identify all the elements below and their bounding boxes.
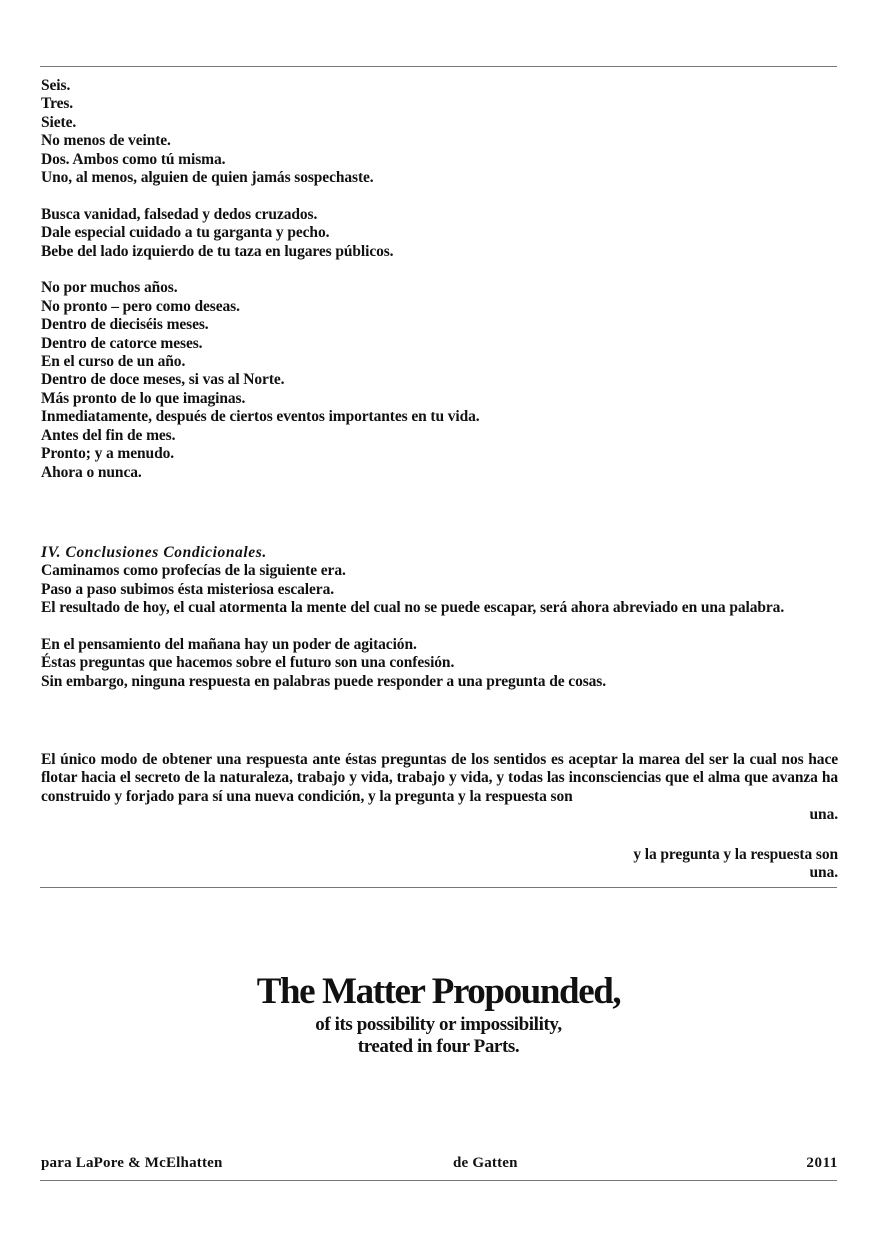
answer-line: Pronto; y a menudo. — [41, 445, 175, 463]
middle-rule — [40, 887, 837, 888]
answer-line: Dos. Ambos como tú misma. — [41, 150, 226, 168]
answers-text — [41, 77, 838, 482]
answer-line: Antes del fin de mes. — [41, 426, 176, 444]
answer-line: Más pronto de lo que imaginas. — [41, 389, 246, 407]
paragraph-gap — [41, 187, 838, 205]
bottom-rule — [40, 1180, 837, 1181]
subtitle-line: treated in four Parts. — [357, 1036, 520, 1057]
body-line: Sin embargo, ninguna respuesta en palabras puede responder a una pregunta de cosas. — [41, 672, 607, 690]
answer-line: Seis. — [41, 77, 71, 94]
subtitle-line: of its possibility or impossibility, — [315, 1014, 562, 1035]
answer-line: Inmediatamente, después de ciertos eventos importantes en tu vida. — [41, 408, 480, 426]
closing-lines — [41, 846, 838, 883]
answer-line: Ahora o nunca. — [41, 463, 142, 481]
body-line: Éstas preguntas que hacemos sobre el futuro son una confesión. — [41, 654, 455, 672]
footer-author: de Gatten — [453, 1155, 518, 1171]
answer-line: No por muchos años. — [41, 279, 178, 297]
answer-line: Dentro de catorce meses. — [41, 334, 203, 352]
answer-line: Siete. — [41, 113, 77, 131]
answer-line: No menos de veinte. — [41, 132, 171, 150]
closing-line: una. — [809, 864, 838, 882]
paragraph-end: una. — [809, 806, 838, 824]
body-paragraph: El resultado de hoy, el cual atormenta la mente del cual no se puede escapar, será ahora abreviado en una palabra. — [41, 599, 785, 617]
answer-line: Uno, al menos, alguien de quien jamás sospechaste. — [41, 169, 374, 187]
paragraph-gap — [41, 618, 838, 636]
title-block — [0, 970, 877, 1058]
top-rule — [40, 66, 837, 67]
footer-dedication: para LaPore & McElhatten — [41, 1155, 223, 1171]
answer-line: Dentro de dieciséis meses. — [41, 316, 209, 334]
body-paragraph: El único modo de obtener una respuesta ante éstas preguntas de los sentidos es aceptar la marea del ser la cual nos hace flotar hacia el secreto de la naturaleza, trabajo y vida, trabajo y vida, y todas las inconsciencias que el alma que avanza ha construido y forjado para sí una nueva condición, y la pregunta y la respuesta son — [41, 751, 838, 805]
body-line: Paso a paso subimos ésta misteriosa escalera. — [41, 580, 334, 598]
answer-line: Dentro de doce meses, si vas al Norte. — [41, 371, 285, 389]
answer-line: Dale especial cuidado a tu garganta y pecho. — [41, 224, 330, 242]
answer-line: Tres. — [41, 95, 74, 113]
footer — [41, 1155, 838, 1175]
answer-line: No pronto – pero como deseas. — [41, 297, 240, 315]
body-line: En el pensamiento del mañana hay un poder de agitación. — [41, 636, 417, 654]
final-paragraph — [41, 751, 838, 825]
section-heading: IV. Conclusiones Condicionales. — [41, 544, 267, 561]
closing-line: y la pregunta y la respuesta son — [633, 846, 838, 863]
answer-line: Bebe del lado izquierdo de tu taza en lugares públicos. — [41, 242, 394, 260]
paragraph-gap — [41, 261, 838, 279]
section-iv — [41, 544, 838, 691]
footer-year: 2011 — [806, 1155, 838, 1171]
answer-line: En el curso de un año. — [41, 353, 186, 371]
body-line: Caminamos como profecías de la siguiente era. — [41, 562, 346, 580]
answer-line: Busca vanidad, falsedad y dedos cruzados. — [41, 205, 318, 223]
main-title: The Matter Propounded, — [256, 971, 621, 1012]
